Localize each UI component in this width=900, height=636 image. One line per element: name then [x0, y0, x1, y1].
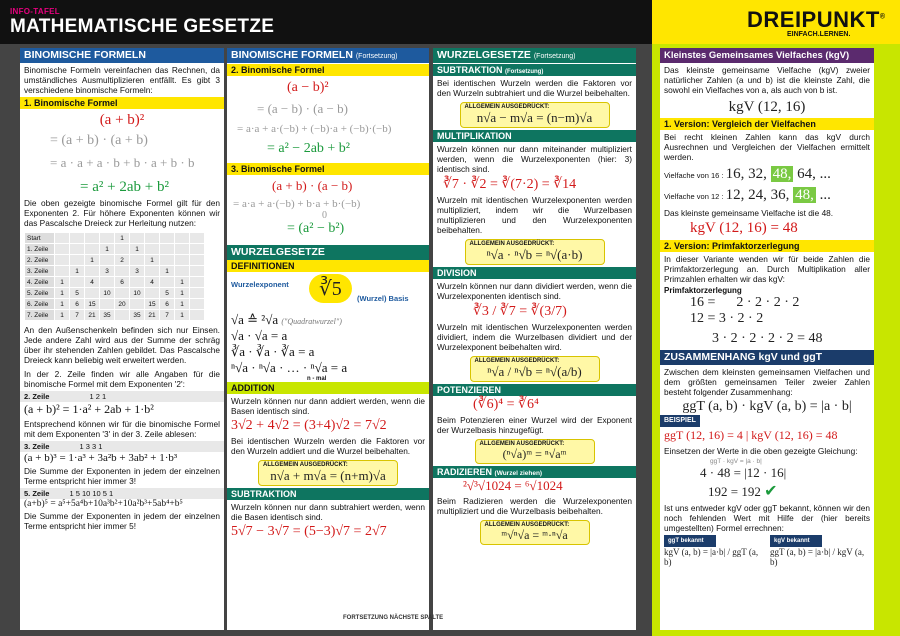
pascal-cell: 3	[130, 266, 145, 277]
pascal-cell: 6	[115, 277, 130, 288]
pascal-row	[25, 277, 205, 288]
pascal-cell: 4	[85, 277, 100, 288]
pascal-cell	[85, 244, 100, 255]
pascal-cell	[145, 233, 160, 244]
pascal-cell	[175, 266, 190, 277]
factorization-label: Primfaktorzerlegung	[664, 286, 742, 295]
box-heading: ALLGEMEIN AUSGEDRÜCKT:	[469, 241, 555, 247]
pascal-cell: 1	[55, 288, 70, 299]
example-formula: ∛7 · ∛2 = ∛(7·2) = ∛14	[443, 177, 577, 192]
subsection-title: 1. Binomische Formel	[20, 97, 224, 109]
box-formula: n√a − m√a = (n−m)√a	[476, 110, 593, 125]
pascal-cell	[190, 266, 205, 277]
pascal-row	[25, 299, 205, 310]
ggt-known	[664, 535, 764, 567]
pascal-cell	[115, 310, 130, 321]
box-formula: ⁿ√a · ⁿ√b = ⁿ√(a·b)	[486, 247, 583, 262]
zero-label: 0	[322, 210, 327, 221]
factorization-12: 12 = 3 · 2 · 2	[690, 311, 764, 326]
brand-tagline: EINFACH.LERNEN.	[787, 31, 851, 38]
box-formula: (ⁿ√a)ᵐ = ⁿ√aᵐ	[502, 447, 567, 461]
page-title: MATHEMATISCHE GESETZE	[10, 16, 275, 37]
pascal-cell	[190, 244, 205, 255]
definition: ⁿ√a · ⁿ√a · … · ⁿ√a = a	[231, 360, 348, 375]
pascal-cell	[190, 299, 205, 310]
base-label: (Wurzel) Basis	[357, 294, 409, 303]
paragraph: Bei recht kleinen Zahlen kann das kgV durch Ausrechnen und Vergleichen der Vielfachen ermittelt werden.	[664, 132, 870, 162]
box-heading: ALLGEMEIN AUSGEDRÜCKT:	[484, 522, 570, 528]
check-icon: ✔	[764, 483, 778, 500]
pascal-cell	[130, 277, 145, 288]
pascal-row	[25, 310, 205, 321]
pascal-cell: 1	[175, 299, 190, 310]
subsection-title: SUBTRAKTION (Fortsetzung)	[433, 64, 636, 76]
formula: (a + b) · (a − b)	[272, 178, 353, 193]
general-box	[480, 520, 590, 545]
formula: (a + b)³ = 1·a³ + 3a²b + 3ab² + 1·b³	[24, 452, 178, 464]
root-example: ∛5	[309, 274, 352, 303]
formula-result: = (a² − b²)	[287, 221, 345, 236]
pascal-row-label: 6. Zeile	[25, 299, 55, 310]
pascal-row	[25, 244, 205, 255]
subsection-title: DEFINITIONEN	[227, 260, 429, 272]
example-formula: (∛6)⁴ = ∛6⁴	[473, 397, 539, 412]
box-formula: ⁿ√a / ⁿ√b = ⁿ√(a/b)	[487, 364, 582, 379]
pascal-cell	[85, 233, 100, 244]
paragraph: Wurzeln mit identischen Wurzelexponenten werden dividiert, indem die Wurzelbasen dividiert und der Wurzelexponent beibehalten wird.	[437, 322, 632, 352]
header	[10, 7, 274, 38]
paragraph: Die Summe der Exponenten in jedem der einzelnen Terme entspricht hier immer 3!	[24, 466, 220, 486]
pascal-cell: 10	[100, 288, 115, 299]
pascal-cell: 1	[175, 277, 190, 288]
section-title: BINOMISCHE FORMELN	[20, 48, 224, 63]
example-formula: ²√³√1024 = ⁶√1024	[463, 478, 563, 493]
pascal-cell	[55, 244, 70, 255]
pascal-cell	[145, 244, 160, 255]
pascal-cell: 15	[85, 299, 100, 310]
paragraph: Beim Potenzieren einer Wurzel wird der Exponent der Wurzelbasis hinzugefügt.	[437, 415, 632, 435]
multiples-values: 16, 32, 48, 64, ...	[725, 166, 831, 182]
paragraph: Wurzeln können nur dann addiert werden, wenn die Basen identisch sind.	[231, 396, 425, 416]
paragraph: Wurzeln können nur dann subtrahiert werden, wenn die Basen identisch sind.	[231, 502, 425, 522]
paragraph: Beim Radizieren werden die Wurzelexponenten multipliziert und die Wurzelbasis beibehalten.	[437, 496, 632, 516]
pascal-cell: 35	[130, 310, 145, 321]
subsection-title: MULTIPLIKATION	[433, 130, 636, 142]
pascal-cell: 1	[175, 310, 190, 321]
formula: = (a − b) · (a − b)	[257, 101, 348, 116]
relation-formula: ggT (a, b) · kgV (a, b) = |a · b|	[682, 399, 852, 414]
formula: (a + b)² = 1·a² + 2ab + 1·b²	[24, 402, 154, 416]
pascal-row-label: 3. Zeile	[25, 266, 55, 277]
pascal-cell	[190, 277, 205, 288]
n-times-label: n - mal	[307, 376, 327, 382]
pascal-row	[25, 288, 205, 299]
pascal-cell: 1	[55, 310, 70, 321]
row-label: 5. Zeile 1 5 10 10 5 1	[20, 488, 224, 499]
pascal-cell	[85, 288, 100, 299]
pascal-cell	[190, 310, 205, 321]
example-small-formula: ggT · kgV = |a · b|	[710, 458, 762, 465]
result-formula: kgV (12, 16) = 48	[690, 220, 798, 236]
paragraph: Zwischen dem kleinsten gemeinsamen Vielfachen und dem größten gemeinsamen Teiler zweier Zahlen besteht folgender Zusammenhang:	[664, 367, 870, 397]
pascal-cell: 1	[130, 244, 145, 255]
multiples-values: 12, 24, 36, 48, ...	[725, 187, 831, 203]
example-formula: ∛3 / ∛7 = ∛(3/7)	[473, 304, 567, 319]
pascal-row-label: 7. Zeile	[25, 310, 55, 321]
paragraph: An den Außenschenkeln befinden sich nur Einsen. Jede andere Zahl wird aus der Summe der schräg über ihr stehenden Zahlen gebildet. Das Pascalsche Dreieck kann beliebig weit erweitert werden.	[24, 325, 220, 365]
formula-result: = a² − 2ab + b²	[267, 141, 351, 156]
pascal-cell	[130, 233, 145, 244]
pascal-cell	[145, 266, 160, 277]
example-label: BEISPIEL	[660, 415, 700, 427]
root-definition	[227, 272, 429, 312]
example-line: 4 · 48 = |12 · 16|	[700, 465, 787, 480]
pascal-cell	[70, 233, 85, 244]
multiples-16	[660, 164, 874, 185]
box-heading: ALLGEMEIN AUSGEDRÜCKT:	[263, 462, 348, 468]
pascal-cell	[115, 288, 130, 299]
general-box	[475, 439, 595, 464]
subsection-title: 1. Version: Vergleich der Vielfachen	[660, 118, 874, 130]
paragraph: Ist uns entweder kgV oder ggT bekannt, können wir den noch fehlenden Wert mit Hilfe der (hier bereits umgestellten) Formel errechnen:	[664, 503, 870, 533]
formula: (a+b)⁵ = a⁵+5a⁴b+10a³b²+10a²b³+5ab⁴+b⁵	[24, 499, 183, 509]
pascal-cell	[115, 244, 130, 255]
paragraph: Das kleinste gemeinsame Vielfache ist die 48.	[664, 208, 834, 218]
paragraph: Bei identischen Wurzeln werden die Faktoren vor den Wurzeln subtrahiert und die Wurzel beibehalten.	[437, 78, 632, 98]
pascal-cell	[70, 255, 85, 266]
formula: (a − b)²	[287, 80, 329, 95]
subsection-title: 2. Binomische Formel	[227, 64, 429, 76]
pascal-cell: 6	[70, 299, 85, 310]
formula: (a + b)²	[99, 112, 145, 128]
intro-text: Binomische Formeln vereinfachen das Rechnen, da umständliches Ausmultiplizieren entfällt. Es gibt 3 verschiedene binomische Formeln:	[24, 65, 220, 95]
row-label: 2. Zeile 1 2 1	[20, 391, 224, 402]
pascal-cell	[160, 244, 175, 255]
section-title: WURZELGESETZE (Fortsetzung)	[433, 48, 636, 63]
paragraph: In der 2. Zeile finden wir alle Angaben für die binomische Formel mit dem Exponenten '2':	[24, 369, 220, 389]
continuation-note: FORTSETZUNG NÄCHSTE SPALTE	[343, 615, 444, 621]
pascal-cell: 7	[160, 310, 175, 321]
example-values: ggT (12, 16) = 4 | kgV (12, 16) = 48	[664, 428, 838, 442]
subsection-title: RADIZIEREN (Wurzel ziehen)	[433, 466, 636, 478]
pascal-cell	[55, 233, 70, 244]
pascal-cell: 10	[130, 288, 145, 299]
pascal-cell: 21	[85, 310, 100, 321]
pascal-cell: 20	[115, 299, 130, 310]
definition: ∛a · ∛a · ∛a = a	[231, 344, 315, 359]
general-box	[258, 460, 398, 486]
paragraph: Bei identischen Wurzeln werden die Faktoren vor den Wurzeln addiert und die Wurzel beibehalten.	[231, 436, 425, 456]
definition: √a ≙ ²√a ("Quadratwurzel")	[231, 312, 342, 327]
pascal-cell	[100, 233, 115, 244]
pascal-cell: 3	[100, 266, 115, 277]
box-label: kgV bekannt	[770, 535, 822, 547]
pascal-cell	[145, 288, 160, 299]
pascal-row-label: Start	[25, 233, 55, 244]
pascal-cell	[175, 244, 190, 255]
formula: = a · a + a · b + b · a + b · b	[50, 155, 195, 170]
example-formula: 3√2 + 4√2 = (3+4)√2 = 7√2	[231, 418, 387, 433]
subsection-title: SUBTRAKTION	[227, 488, 429, 500]
formula-result: = a² + 2ab + b²	[80, 179, 169, 195]
pascal-cell: 6	[160, 299, 175, 310]
pascal-cell	[55, 255, 70, 266]
formula: = a·a + a·(−b) + b·a + b·(−b)	[233, 198, 361, 210]
pascal-cell: 7	[70, 310, 85, 321]
paragraph: Wurzeln können nur dann miteinander multipliziert werden, wenn die Wurzelexponenten (hier: 3) identisch sind.	[437, 144, 632, 174]
pascal-cell	[190, 255, 205, 266]
box-formula: ᵐ√ⁿ√a = ᵐ·ⁿ√a	[501, 528, 568, 542]
pascal-cell: 1	[115, 233, 130, 244]
pascal-cell: 1	[100, 244, 115, 255]
pascal-cell: 1	[85, 255, 100, 266]
pascal-row	[25, 255, 205, 266]
box-formula: ggT (a, b) = |a·b| / kgV (a, b)	[770, 547, 865, 567]
pascal-row-label: 2. Zeile	[25, 255, 55, 266]
general-box	[465, 239, 605, 265]
column-roots-cont	[433, 48, 636, 630]
section-title: BINOMISCHE FORMELN (Fortsetzung)	[227, 48, 429, 63]
box-formula: kgV (a, b) = |a·b| / ggT (a, b)	[664, 547, 759, 567]
pascal-cell	[130, 299, 145, 310]
section-title: WURZELGESETZE	[227, 245, 429, 260]
subsection-title: 2. Version: Primfaktorzerlegung	[660, 240, 874, 252]
pascal-cell	[70, 244, 85, 255]
pascal-cell: 35	[100, 310, 115, 321]
pascal-cell	[190, 288, 205, 299]
pascal-cell: 1	[70, 266, 85, 277]
factorization-16: 16 = 2 · 2 · 2 · 2	[690, 295, 800, 310]
paragraph: Einsetzen der Werte in die oben gezeigte Gleichung:	[664, 446, 858, 456]
pascal-cell	[160, 277, 175, 288]
solve-boxes	[660, 535, 874, 567]
subsection-title: POTENZIEREN	[433, 384, 636, 396]
formula: = (a + b) · (a + b)	[50, 133, 148, 148]
pascal-cell	[160, 233, 175, 244]
pascal-cell	[55, 266, 70, 277]
box-heading: ALLGEMEIN AUSGEDRÜCKT:	[474, 358, 560, 364]
pascal-cell: 5	[70, 288, 85, 299]
pascal-cell	[100, 255, 115, 266]
pascal-cell: 15	[145, 299, 160, 310]
section-title: Kleinstes Gemeinsames Vielfaches (kgV)	[660, 48, 874, 63]
formula: = a·a + a·(−b) + (−b)·a + (−b)·(−b)	[237, 123, 392, 135]
paragraph: Die oben gezeigte binomische Formel gilt für den Exponenten 2. Für höhere Exponenten können wir das Pascalsche Dreieck zur Herleitung nutzen:	[24, 198, 220, 228]
box-heading: ALLGEMEIN AUSGEDRÜCKT:	[464, 104, 550, 110]
section-title: ZUSAMMENHANG kgV und ggT	[660, 350, 874, 365]
pascal-cell	[190, 233, 205, 244]
pascal-row-label: 4. Zeile	[25, 277, 55, 288]
pascal-row-label: 5. Zeile	[25, 288, 55, 299]
box-formula: n√a + m√a = (n+m)√a	[270, 468, 386, 483]
paragraph: Wurzeln mit identischen Wurzelexponenten werden multipliziert, indem wir die Wurzelbasen multiplizieren und den Wurzelexponenten beibehalten.	[437, 195, 632, 235]
pascal-cell: 2	[115, 255, 130, 266]
subsection-title: DIVISION	[433, 267, 636, 279]
intro-text: Das kleinste gemeinsame Vielfache (kgV) zweier natürlicher Zahlen (a und b) ist die kleinste Zahl, die sowohl ein Vielfaches von a, als auch von b ist.	[664, 65, 870, 95]
pascal-cell: 1	[55, 277, 70, 288]
column-binomial	[20, 48, 224, 630]
subsection-title: ADDITION	[227, 382, 429, 394]
definition: √a · √a = a	[231, 328, 288, 343]
pascal-row	[25, 233, 205, 244]
pascal-cell	[175, 233, 190, 244]
paragraph: Entsprechend können wir für die binomische Formel mit dem Exponenten '3' in der 3. Zeile ablesen:	[24, 419, 220, 439]
paragraph: Die Summe der Exponenten in jedem der einzelnen Terme entspricht hier immer 5!	[24, 511, 220, 531]
box-label: ggT bekannt	[664, 535, 716, 547]
multiples-12	[660, 185, 874, 206]
pascal-cell: 21	[145, 310, 160, 321]
pascal-cell: 5	[160, 288, 175, 299]
pascal-row-label: 1. Zeile	[25, 244, 55, 255]
box-heading: ALLGEMEIN AUSGEDRÜCKT:	[479, 441, 565, 447]
pascal-cell	[85, 266, 100, 277]
multiples-label: Vielfache von 12 :	[664, 192, 724, 201]
pascal-cell	[115, 266, 130, 277]
pascal-cell: 1	[175, 288, 190, 299]
column-binomial-roots	[227, 48, 429, 630]
example-line: 192 = 192 ✔	[708, 483, 778, 500]
pascal-cell	[100, 277, 115, 288]
paragraph: In dieser Variante wenden wir für beide Zahlen die Primfaktorzerlegung an. Durch Multiplikation aller Primzahlen erhalten wir das kgV:	[664, 254, 870, 284]
pascal-cell	[175, 255, 190, 266]
subsection-title: 3. Binomische Formel	[227, 163, 429, 175]
factorization-result: 3 · 2 · 2 · 2 · 2 = 48	[712, 331, 823, 346]
example-formula: 5√7 − 3√7 = (5−3)√7 = 2√7	[231, 524, 387, 539]
pascal-triangle	[24, 232, 205, 321]
kgv-known	[770, 535, 870, 567]
pascal-cell: 1	[160, 266, 175, 277]
row-label: 3. Zeile 1 3 3 1	[20, 441, 224, 452]
exponent-label: Wurzelexponent	[231, 280, 289, 289]
pascal-cell	[100, 299, 115, 310]
pascal-cell	[70, 277, 85, 288]
pascal-row	[25, 266, 205, 277]
pascal-cell	[130, 255, 145, 266]
brand-logo	[652, 0, 900, 44]
multiples-label: Vielfache von 16 :	[664, 171, 724, 180]
formula: kgV (12, 16)	[728, 99, 806, 115]
pascal-cell	[160, 255, 175, 266]
general-box	[460, 102, 610, 128]
brand-name: DREIPUNKT®	[747, 7, 886, 32]
paragraph: Wurzeln können nur dann dividiert werden, wenn die Wurzelexponenten identisch sind.	[437, 281, 632, 301]
pascal-cell: 1	[145, 255, 160, 266]
general-box	[470, 356, 600, 382]
header-kicker: INFO-TAFEL	[10, 7, 60, 16]
pascal-cell: 4	[145, 277, 160, 288]
column-kgv	[660, 48, 874, 630]
pascal-cell: 1	[55, 299, 70, 310]
